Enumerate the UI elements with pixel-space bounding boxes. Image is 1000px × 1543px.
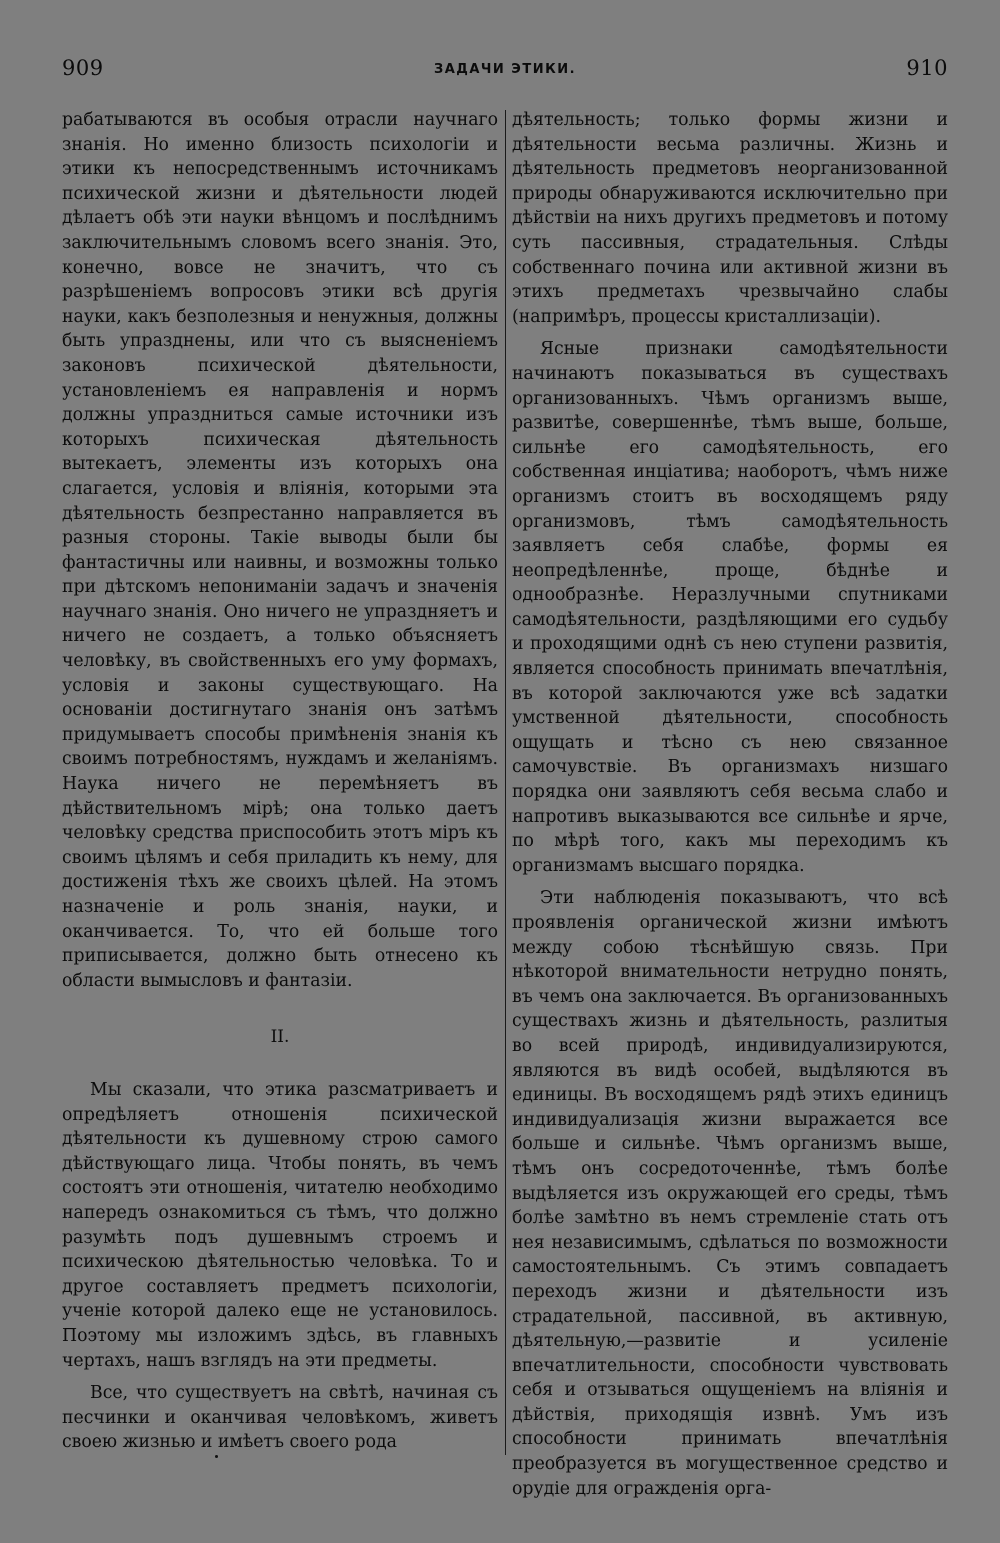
ink-speck: [215, 1455, 218, 1458]
column-divider: [505, 110, 506, 1455]
right-column: [512, 108, 948, 1501]
running-head: [62, 56, 948, 92]
page-number-right: 910: [906, 56, 948, 80]
page-number-left: 909: [62, 56, 104, 80]
section-heading: II.: [270, 1027, 290, 1048]
left-column: [62, 108, 498, 1455]
paragraph: Эти наблюденія показываютъ, что всѣ проявленія органической жизни имѣютъ между собою тѣснѣйшую связь. При нѣкоторой внимательности нетрудно понять, въ чемъ она заключается. Въ организованныхъ существахъ жизнь и дѣятельность, разлитыя во всей природѣ, индивидуализируются, являются въ видѣ особей, выдѣляются въ единицы. Въ восходящемъ рядѣ этихъ единицъ индивидуализація жизни выражается все больше и сильнѣе. Чѣмъ организмъ выше, тѣмъ онъ сосредоточеннѣе, тѣмъ болѣе выдѣляется изъ окружающей его среды, тѣмъ болѣе замѣтно въ немъ стремленіе стать отъ нея независимымъ, сдѣлаться по возможности самостоятельнымъ. Съ этимъ совпадаетъ переходъ жизни и дѣятельности изъ страдательной, пассивной, въ активную, дѣятельную,—развитіе и усиленіе впечатлительности, способности чувствовать себя и отзываться ощущеніемъ на вліянія и дѣйствія, приходящія извнѣ. Умъ изъ способности принимать впечатлѣнія преобразуется въ могущественное средство и орудіе для огражденія орга-: [512, 888, 948, 1499]
paragraph: Все, что существуетъ на свѣтѣ, начиная съ песчинки и оканчивая человѣкомъ, живетъ своею жизнью и имѣетъ своего рода: [62, 1383, 498, 1453]
paragraph: Мы сказали, что этика разсматриваетъ и опредѣляетъ отношенія психической дѣятельности къ душевному строю самого дѣйствующаго лица. Чтобы понять, въ чемъ состоятъ эти отношенія, читателю необходимо напередъ ознакомиться съ тѣмъ, что должно разумѣть подъ душевнымъ строемъ и психическою дѣятельностью человѣка. То и другое составляетъ предметъ психологіи, ученіе которой далеко еще не установилось. Поэтому мы изложимъ здѣсь, въ главныхъ чертахъ, нашъ взглядъ на эти предметы.: [62, 1079, 498, 1371]
paragraph: рабатываются въ особыя отрасли научнаго знанія. Но именно близость психологіи и этики къ непосредственнымъ источникамъ психической жизни и дѣятельности людей дѣлаетъ обѣ эти науки вѣнцомъ и послѣднимъ заключительнымъ словомъ всего знанія. Это, конечно, вовсе не значитъ, что съ разрѣшеніемъ вопросовъ этики всѣ другія науки, какъ безполезныя и ненужныя, должны быть упразднены, или что съ выясненіемъ законовъ психической дѣятельности, установленіемъ ея направленія и нормъ должны упраздниться самые источники изъ которыхъ психическая дѣятельность вытекаетъ, элементы изъ которыхъ она слагается, условія и вліянія, которыми эта дѣятельность безпрестанно направляется въ разныя стороны. Такіе выводы были бы фантастичны или наивны, и возможны только при дѣтскомъ непониманіи задачъ и значенія научнаго знанія. Оно ничего не упраздняетъ и ничего не создаетъ, а только объясняетъ человѣку, въ свойственныхъ его уму формахъ, условія и законы существующаго. На основаніи достигнутаго знанія онъ затѣмъ придумываетъ способы примѣненія знанія къ своимъ потребностямъ, нуждамъ и желаніямъ. Наука ничего не перемѣняетъ въ дѣйствительномъ мірѣ; она только даетъ человѣку средства приспособить этотъ міръ къ своимъ цѣлямъ и себя приладить къ нему, для достиженія тѣхъ же своихъ цѣлей. На этомъ назначеніе и роль знанія, науки, и оканчивается. То, что ей больше того приписывается, должно быть отнесено къ области вымысловъ и фантазіи.: [62, 110, 498, 991]
running-title: ЗАДАЧИ ЭТИКИ.: [433, 62, 577, 77]
paragraph: дѣятельность; только формы жизни и дѣятельности весьма различны. Жизнь и дѣятельность предметовъ неорганизованной природы обнаруживаются исключительно при дѣйствіи на нихъ другихъ предметовъ и потому суть пассивныя, страдательныя. Слѣды собственнаго почина или активной жизни въ этихъ предметахъ чрезвычайно слабы (напримѣръ, процессы кристаллизаціи).: [512, 110, 948, 327]
paragraph: Ясные признаки самодѣятельности начинаютъ показываться въ существахъ организованныхъ. Чѣмъ организмъ выше, развитѣе, совершеннѣе, тѣмъ выше, больше, сильнѣе его самодѣятельность, его собственная инціатива; наоборотъ, чѣмъ ниже организмъ стоитъ въ восходящемъ ряду организмовъ, тѣмъ самодѣятельность заявляетъ себя слабѣе, формы ея неопредѣленнѣе, проще, бѣднѣе и однообразнѣе. Неразлучными спутниками самодѣятельности, раздѣляющими его судьбу и проходящими однѣ съ нею ступени развитія, является способность принимать впечатлѣнія, въ которой заключаются уже всѣ задатки умственной дѣятельности, способность ощущать и тѣсно съ нею связанное самочувствіе. Въ организмахъ низшаго порядка они заявляютъ себя весьма слабо и напротивъ выказываются все сильнѣе и ярче, по мѣрѣ того, какъ мы переходимъ къ организмамъ высшаго порядка.: [512, 339, 948, 876]
